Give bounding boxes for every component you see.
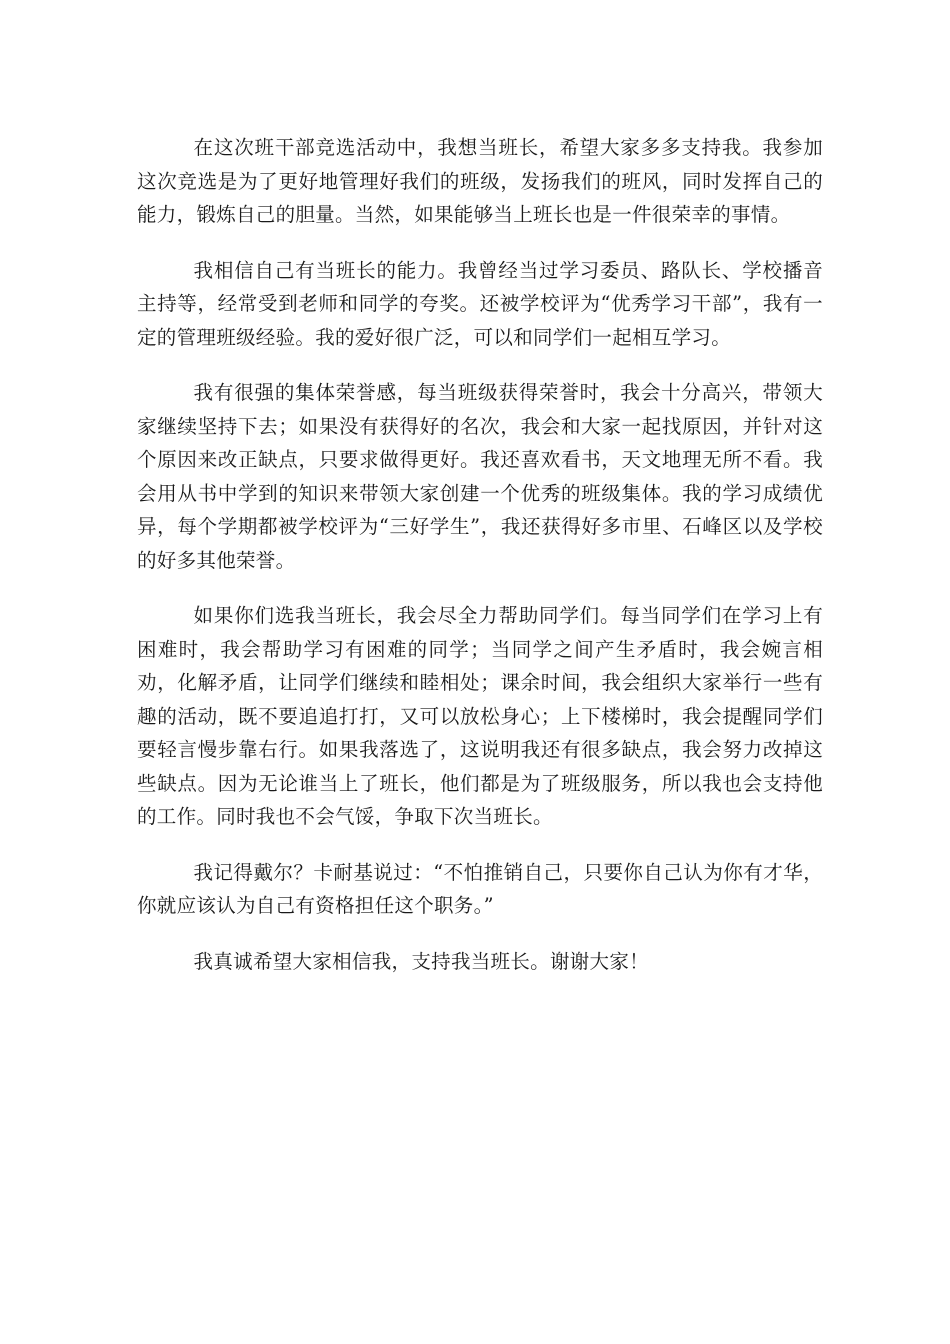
paragraph-4: 如果你们选我当班长，我会尽全力帮助同学们。每当同学们在学习上有困难时，我会帮助学习有困难的同学；当同学之间产生矛盾时，我会婉言相劝，化解矛盾，让同学们继续和睦相处；课余时间，我会组织大家举行一些有趣的活动，既不要追追打打，又可以放松身心；上下楼梯时，我会提醒同学们要轻言慢步靠右行。如果我落选了，这说明我还有很多缺点，我会努力改掉这些缺点。因为无论谁当上了班长，他们都是为了班级服务，所以我也会支持他的工作。同时我也不会气馁，争取下次当班长。 xyxy=(137,604,823,828)
paragraph-3: 我有很强的集体荣誉感，每当班级获得荣誉时，我会十分高兴，带领大家继续坚持下去；如果没有获得好的名次，我会和大家一起找原因，并针对这个原因来改正缺点，只要求做得更好。我还喜欢看书，天文地理无所不看。我会用从书中学到的知识来带领大家创建一个优秀的班级集体。我的学习成绩优异，每个学期都被学校评为“三好学生”，我还获得好多市里、石峰区以及学校的好多其他荣誉。 xyxy=(137,381,823,572)
document-body xyxy=(137,131,823,978)
paragraph-6: 我真诚希望大家相信我，支持我当班长。谢谢大家！ xyxy=(193,949,649,973)
paragraph-1: 在这次班干部竞选活动中，我想当班长，希望大家多多支持我。我参加这次竞选是为了更好地管理好我们的班级，发扬我们的班风，同时发挥自己的能力，锻炼自己的胆量。当然，如果能够当上班长也是一件很荣幸的事情。 xyxy=(137,136,823,226)
paragraph-2: 我相信自己有当班长的能力。我曾经当过学习委员、路队长、学校播音主持等，经常受到老师和同学的夸奖。还被学校评为“优秀学习干部”，我有一定的管理班级经验。我的爱好很广泛，可以和同学们一起相互学习。 xyxy=(137,258,823,349)
paragraph-5: 我记得戴尔？卡耐基说过：“不怕推销自己，只要你自己认为你有才华，你就应该认为自己有资格担任这个职务。” xyxy=(137,860,823,917)
